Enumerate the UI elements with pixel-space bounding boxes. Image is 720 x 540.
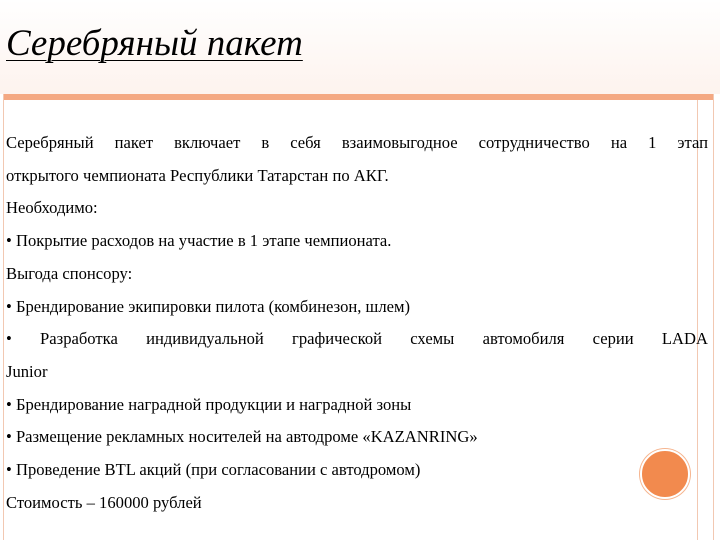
bullet-equipment-branding: • Брендирование экипировки пилота (комбинезон, шлем) [6,296,411,316]
slide-body [6,127,708,519]
title-area [0,0,720,94]
body-heading-benefit: Выгода спонсору: [6,263,133,283]
bullet-graphic-scheme-cont: Junior [6,361,48,381]
body-price: Стоимость – 160000 рублей [6,492,202,512]
body-line-intro: Серебряный пакет включает в себя взаимовыгодное сотрудничество на 1 этап [6,133,708,152]
title-divider [4,94,713,100]
bullet-award-branding: • Брендирование наградной продукции и наградной зоны [6,394,412,414]
bullet-advertising: • Размещение рекламных носителей на автодроме «KAZANRING» [6,427,478,447]
body-heading-required: Необходимо: [6,198,98,218]
bullet-graphic-scheme: • Разработка индивидуальной графической схемы автомобиля серии LADA [6,329,708,349]
slide-title: Серебряный пакет [6,23,303,64]
body-line-intro-cont: открытого чемпионата Республики Татарстан по АКГ. [6,165,389,185]
decorative-circle [640,449,690,499]
bullet-expenses: • Покрытие расходов на участие в 1 этапе чемпионата. [6,231,392,251]
bullet-btl-actions: • Проведение BTL акций (при согласовании с автодромом) [6,460,421,480]
